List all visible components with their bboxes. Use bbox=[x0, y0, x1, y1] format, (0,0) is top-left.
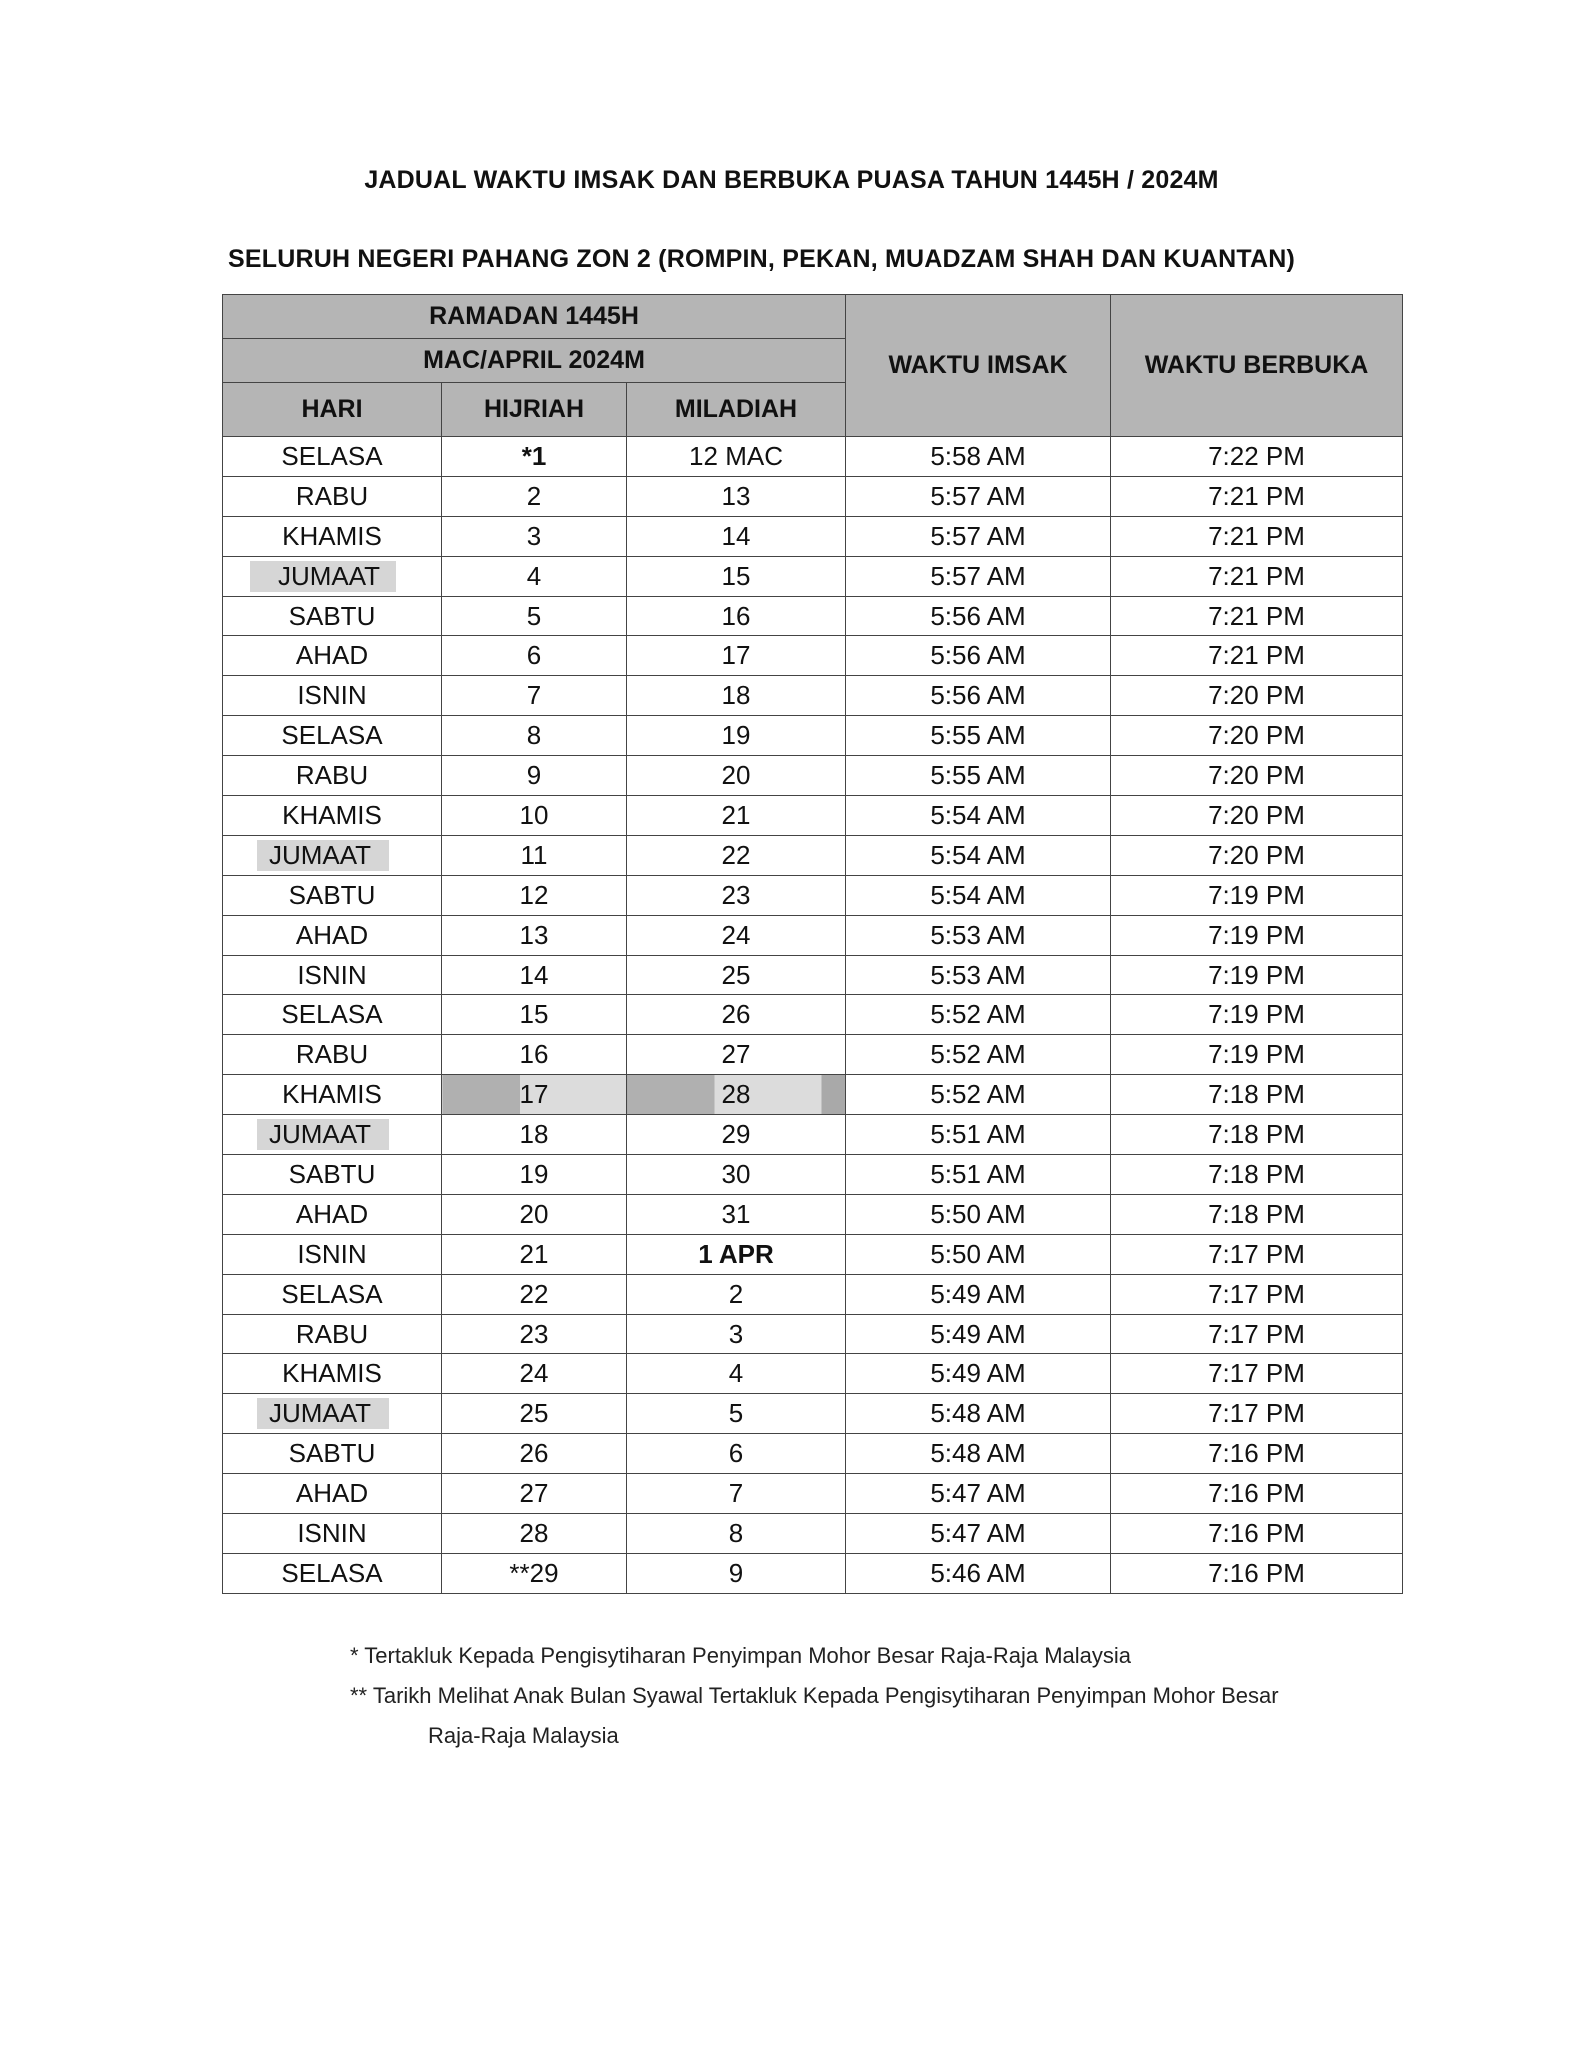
table-row bbox=[223, 1394, 1403, 1434]
table-row bbox=[223, 596, 1403, 636]
cell-miladiah: 16 bbox=[627, 596, 846, 636]
cell-berbuka: 7:16 PM bbox=[1111, 1434, 1403, 1474]
table-row bbox=[223, 1115, 1403, 1155]
header-imsak: WAKTU IMSAK bbox=[846, 295, 1111, 437]
table-row bbox=[223, 1354, 1403, 1394]
table-row bbox=[223, 1155, 1403, 1195]
cell-hari: RABU bbox=[223, 1314, 442, 1354]
cell-imsak: 5:51 AM bbox=[846, 1155, 1111, 1195]
header-miladiah: MILADIAH bbox=[627, 383, 846, 437]
cell-hari: SELASA bbox=[223, 995, 442, 1035]
cell-miladiah: 13 bbox=[627, 476, 846, 516]
cell-hari: SABTU bbox=[223, 1434, 442, 1474]
table-row bbox=[223, 636, 1403, 676]
cell-hari: SELASA bbox=[223, 1274, 442, 1314]
cell-imsak: 5:49 AM bbox=[846, 1354, 1111, 1394]
cell-hijriah: *1 bbox=[442, 437, 627, 477]
cell-imsak: 5:51 AM bbox=[846, 1115, 1111, 1155]
table-row bbox=[223, 1314, 1403, 1354]
cell-imsak: 5:50 AM bbox=[846, 1194, 1111, 1234]
cell-berbuka: 7:18 PM bbox=[1111, 1155, 1403, 1195]
cell-miladiah: 1 APR bbox=[627, 1234, 846, 1274]
header-hijriah: HIJRIAH bbox=[442, 383, 627, 437]
cell-imsak: 5:49 AM bbox=[846, 1314, 1111, 1354]
footnotes bbox=[350, 1636, 1279, 1756]
cell-hijriah: 8 bbox=[442, 716, 627, 756]
cell-miladiah: 17 bbox=[627, 636, 846, 676]
friday-highlight: JUMAAT bbox=[257, 840, 389, 871]
cell-berbuka: 7:21 PM bbox=[1111, 476, 1403, 516]
cell-hijriah: 27 bbox=[442, 1474, 627, 1514]
table-row bbox=[223, 476, 1403, 516]
table-row bbox=[223, 556, 1403, 596]
cell-imsak: 5:56 AM bbox=[846, 636, 1111, 676]
cell-hijriah: **29 bbox=[442, 1553, 627, 1593]
cell-hari: SELASA bbox=[223, 1553, 442, 1593]
table-row bbox=[223, 1075, 1403, 1115]
cell-miladiah: 19 bbox=[627, 716, 846, 756]
cell-imsak: 5:48 AM bbox=[846, 1394, 1111, 1434]
cell-imsak: 5:54 AM bbox=[846, 835, 1111, 875]
cell-miladiah: 6 bbox=[627, 1434, 846, 1474]
cell-miladiah: 14 bbox=[627, 516, 846, 556]
cell-hijriah: 25 bbox=[442, 1394, 627, 1434]
cell-miladiah: 22 bbox=[627, 835, 846, 875]
table-row bbox=[223, 1474, 1403, 1514]
cell-miladiah: 15 bbox=[627, 556, 846, 596]
cell-hari bbox=[223, 556, 442, 596]
cell-imsak: 5:55 AM bbox=[846, 716, 1111, 756]
cell-berbuka: 7:20 PM bbox=[1111, 676, 1403, 716]
cell-berbuka: 7:19 PM bbox=[1111, 915, 1403, 955]
footnote-2-continued: Raja-Raja Malaysia bbox=[428, 1723, 619, 1748]
table-row bbox=[223, 796, 1403, 836]
cell-miladiah: 28 bbox=[627, 1075, 846, 1115]
cell-imsak: 5:52 AM bbox=[846, 1035, 1111, 1075]
cell-miladiah: 7 bbox=[627, 1474, 846, 1514]
cell-hari: ISNIN bbox=[223, 1234, 442, 1274]
table-row bbox=[223, 716, 1403, 756]
cell-hijriah: 24 bbox=[442, 1354, 627, 1394]
cell-hari: SELASA bbox=[223, 716, 442, 756]
cell-berbuka: 7:22 PM bbox=[1111, 437, 1403, 477]
cell-imsak: 5:53 AM bbox=[846, 955, 1111, 995]
cell-berbuka: 7:17 PM bbox=[1111, 1314, 1403, 1354]
cell-hari: SABTU bbox=[223, 596, 442, 636]
cell-hari: SABTU bbox=[223, 1155, 442, 1195]
cell-imsak: 5:46 AM bbox=[846, 1553, 1111, 1593]
table-row bbox=[223, 835, 1403, 875]
cell-hari bbox=[223, 1115, 442, 1155]
cell-berbuka: 7:19 PM bbox=[1111, 875, 1403, 915]
cell-miladiah: 4 bbox=[627, 1354, 846, 1394]
cell-miladiah: 30 bbox=[627, 1155, 846, 1195]
cell-hijriah: 5 bbox=[442, 596, 627, 636]
cell-hijriah: 13 bbox=[442, 915, 627, 955]
friday-highlight: JUMAAT bbox=[257, 1119, 389, 1150]
cell-imsak: 5:54 AM bbox=[846, 796, 1111, 836]
cell-berbuka: 7:17 PM bbox=[1111, 1274, 1403, 1314]
cell-berbuka: 7:18 PM bbox=[1111, 1075, 1403, 1115]
cell-hijriah: 26 bbox=[442, 1434, 627, 1474]
cell-miladiah: 5 bbox=[627, 1394, 846, 1434]
cell-hijriah: 18 bbox=[442, 1115, 627, 1155]
cell-berbuka: 7:20 PM bbox=[1111, 835, 1403, 875]
cell-hijriah: 20 bbox=[442, 1194, 627, 1234]
cell-miladiah: 27 bbox=[627, 1035, 846, 1075]
cell-hari: AHAD bbox=[223, 636, 442, 676]
cell-berbuka: 7:19 PM bbox=[1111, 1035, 1403, 1075]
header-ramadan: RAMADAN 1445H bbox=[223, 295, 846, 339]
table-row bbox=[223, 1194, 1403, 1234]
header-hari: HARI bbox=[223, 383, 442, 437]
cell-hari: RABU bbox=[223, 756, 442, 796]
cell-hari: AHAD bbox=[223, 1474, 442, 1514]
cell-hijriah: 22 bbox=[442, 1274, 627, 1314]
cell-hari: ISNIN bbox=[223, 1514, 442, 1554]
cell-miladiah: 31 bbox=[627, 1194, 846, 1234]
cell-hijriah: 12 bbox=[442, 875, 627, 915]
cell-miladiah: 12 MAC bbox=[627, 437, 846, 477]
cell-berbuka: 7:18 PM bbox=[1111, 1194, 1403, 1234]
cell-hijriah: 6 bbox=[442, 636, 627, 676]
page-title: JADUAL WAKTU IMSAK DAN BERBUKA PUASA TAHUN 1445H / 2024M bbox=[364, 166, 1219, 194]
cell-miladiah: 21 bbox=[627, 796, 846, 836]
cell-hari: RABU bbox=[223, 1035, 442, 1075]
cell-hari: KHAMIS bbox=[223, 516, 442, 556]
cell-berbuka: 7:20 PM bbox=[1111, 716, 1403, 756]
cell-berbuka: 7:21 PM bbox=[1111, 596, 1403, 636]
cell-imsak: 5:47 AM bbox=[846, 1474, 1111, 1514]
table-row bbox=[223, 995, 1403, 1035]
cell-hijriah: 28 bbox=[442, 1514, 627, 1554]
table-row bbox=[223, 875, 1403, 915]
cell-hari: SELASA bbox=[223, 437, 442, 477]
cell-imsak: 5:47 AM bbox=[846, 1514, 1111, 1554]
cell-hari: ISNIN bbox=[223, 676, 442, 716]
cell-hijriah: 2 bbox=[442, 476, 627, 516]
cell-hijriah: 11 bbox=[442, 835, 627, 875]
cell-miladiah: 23 bbox=[627, 875, 846, 915]
cell-imsak: 5:52 AM bbox=[846, 1075, 1111, 1115]
timetable-body bbox=[223, 437, 1403, 1594]
cell-hari: KHAMIS bbox=[223, 1354, 442, 1394]
table-row bbox=[223, 676, 1403, 716]
cell-berbuka: 7:20 PM bbox=[1111, 756, 1403, 796]
cell-imsak: 5:49 AM bbox=[846, 1274, 1111, 1314]
cell-miladiah: 8 bbox=[627, 1514, 846, 1554]
cell-hijriah: 9 bbox=[442, 756, 627, 796]
cell-berbuka: 7:19 PM bbox=[1111, 955, 1403, 995]
footnote-1: * Tertakluk Kepada Pengisytiharan Penyimpan Mohor Besar Raja-Raja Malaysia bbox=[350, 1643, 1131, 1668]
cell-imsak: 5:48 AM bbox=[846, 1434, 1111, 1474]
cell-imsak: 5:50 AM bbox=[846, 1234, 1111, 1274]
cell-hijriah: 7 bbox=[442, 676, 627, 716]
table-row bbox=[223, 756, 1403, 796]
cell-hijriah: 10 bbox=[442, 796, 627, 836]
cell-miladiah: 9 bbox=[627, 1553, 846, 1593]
cell-berbuka: 7:16 PM bbox=[1111, 1514, 1403, 1554]
cell-miladiah: 24 bbox=[627, 915, 846, 955]
cell-hijriah: 16 bbox=[442, 1035, 627, 1075]
cell-hari: KHAMIS bbox=[223, 796, 442, 836]
cell-berbuka: 7:21 PM bbox=[1111, 556, 1403, 596]
page-subtitle: SELURUH NEGERI PAHANG ZON 2 (ROMPIN, PEKAN, MUADZAM SHAH DAN KUANTAN) bbox=[228, 245, 1296, 273]
friday-highlight: JUMAAT bbox=[257, 1398, 389, 1429]
cell-berbuka: 7:21 PM bbox=[1111, 636, 1403, 676]
cell-imsak: 5:55 AM bbox=[846, 756, 1111, 796]
cell-hari bbox=[223, 835, 442, 875]
cell-hari: ISNIN bbox=[223, 955, 442, 995]
cell-berbuka: 7:20 PM bbox=[1111, 796, 1403, 836]
table-row bbox=[223, 1434, 1403, 1474]
cell-imsak: 5:56 AM bbox=[846, 676, 1111, 716]
cell-imsak: 5:54 AM bbox=[846, 875, 1111, 915]
cell-imsak: 5:52 AM bbox=[846, 995, 1111, 1035]
cell-imsak: 5:57 AM bbox=[846, 556, 1111, 596]
cell-hijriah: 17 bbox=[442, 1075, 627, 1115]
table-row bbox=[223, 955, 1403, 995]
cell-hijriah: 3 bbox=[442, 516, 627, 556]
cell-berbuka: 7:16 PM bbox=[1111, 1553, 1403, 1593]
cell-hijriah: 15 bbox=[442, 995, 627, 1035]
cell-miladiah: 2 bbox=[627, 1274, 846, 1314]
cell-hijriah: 4 bbox=[442, 556, 627, 596]
friday-highlight: JUMAAT bbox=[250, 561, 396, 592]
header-month: MAC/APRIL 2024M bbox=[223, 339, 846, 383]
cell-berbuka: 7:18 PM bbox=[1111, 1115, 1403, 1155]
cell-berbuka: 7:17 PM bbox=[1111, 1394, 1403, 1434]
cell-hari: AHAD bbox=[223, 1194, 442, 1234]
table-row bbox=[223, 915, 1403, 955]
table-row bbox=[223, 516, 1403, 556]
cell-imsak: 5:53 AM bbox=[846, 915, 1111, 955]
cell-hijriah: 19 bbox=[442, 1155, 627, 1195]
cell-hari bbox=[223, 1394, 442, 1434]
table-row bbox=[223, 1234, 1403, 1274]
cell-imsak: 5:58 AM bbox=[846, 437, 1111, 477]
cell-imsak: 5:57 AM bbox=[846, 476, 1111, 516]
cell-berbuka: 7:21 PM bbox=[1111, 516, 1403, 556]
cell-hari: AHAD bbox=[223, 915, 442, 955]
cell-hijriah: 21 bbox=[442, 1234, 627, 1274]
cell-hijriah: 23 bbox=[442, 1314, 627, 1354]
cell-imsak: 5:57 AM bbox=[846, 516, 1111, 556]
cell-miladiah: 18 bbox=[627, 676, 846, 716]
cell-miladiah: 25 bbox=[627, 955, 846, 995]
table-row bbox=[223, 1035, 1403, 1075]
cell-miladiah: 26 bbox=[627, 995, 846, 1035]
cell-berbuka: 7:16 PM bbox=[1111, 1474, 1403, 1514]
cell-imsak: 5:56 AM bbox=[846, 596, 1111, 636]
cell-berbuka: 7:17 PM bbox=[1111, 1354, 1403, 1394]
table-row bbox=[223, 1553, 1403, 1593]
cell-miladiah: 29 bbox=[627, 1115, 846, 1155]
cell-miladiah: 3 bbox=[627, 1314, 846, 1354]
header-berbuka: WAKTU BERBUKA bbox=[1111, 295, 1403, 437]
cell-hari: RABU bbox=[223, 476, 442, 516]
cell-hijriah: 14 bbox=[442, 955, 627, 995]
table-row bbox=[223, 437, 1403, 477]
cell-berbuka: 7:19 PM bbox=[1111, 995, 1403, 1035]
table-row bbox=[223, 1274, 1403, 1314]
cell-berbuka: 7:17 PM bbox=[1111, 1234, 1403, 1274]
footnote-2: ** Tarikh Melihat Anak Bulan Syawal Tertakluk Kepada Pengisytiharan Penyimpan Mohor Besar bbox=[350, 1683, 1279, 1708]
cell-hari: SABTU bbox=[223, 875, 442, 915]
cell-hari: KHAMIS bbox=[223, 1075, 442, 1115]
cell-miladiah: 20 bbox=[627, 756, 846, 796]
table-row bbox=[223, 1514, 1403, 1554]
timetable bbox=[222, 294, 1403, 1594]
